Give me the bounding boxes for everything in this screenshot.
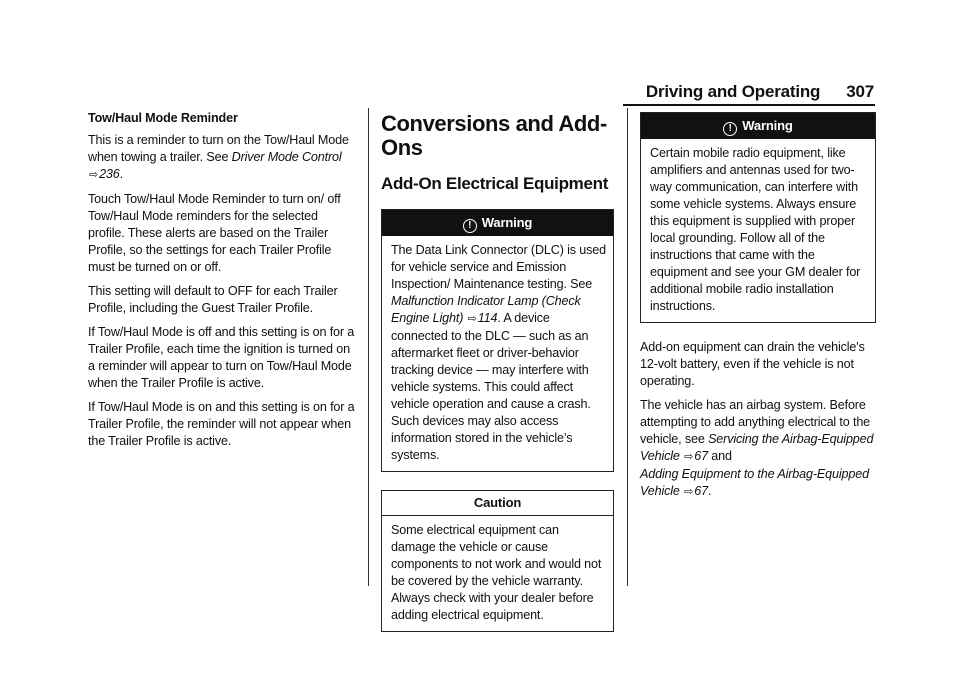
subhead-tow-haul-reminder: Tow/Haul Mode Reminder — [88, 111, 238, 125]
warning-body — [382, 236, 613, 471]
warning-header — [641, 113, 875, 139]
subsection-heading: Add-On Electrical Equipment — [381, 174, 609, 193]
page-ref-number[interactable]: 67 — [694, 484, 708, 498]
page-number: 307 — [846, 82, 874, 101]
paragraph — [88, 132, 356, 184]
caution-header: Caution — [382, 491, 613, 516]
section-heading: Conversions and Add-Ons — [381, 111, 607, 160]
page-ref-arrow-icon: ⇨ — [467, 313, 477, 325]
column-divider — [368, 108, 369, 586]
paragraph-text: and — [707, 449, 732, 463]
page-ref-number[interactable]: 236 — [99, 167, 120, 181]
punctuation: . — [119, 167, 123, 181]
cross-reference-link[interactable]: Driver Mode Control — [231, 150, 342, 164]
paragraph-text: This is a reminder to turn on the Tow/Haul Mode when towing a trailer. See — [88, 133, 349, 164]
warning-icon: ! — [723, 122, 737, 136]
warning-label: Warning — [481, 215, 533, 230]
punctuation: . — [707, 484, 712, 498]
cross-reference-link[interactable]: Servicing the Airbag-Equipped Vehicle — [640, 432, 874, 463]
page-ref-number[interactable]: 67 — [694, 449, 708, 463]
paragraph: This setting will default to OFF for each Trailer Profile, including the Guest Trailer Profile. — [88, 284, 338, 315]
warning-text: The Data Link Connector (DLC) is used for vehicle service and Emission Inspection/ Maintenance testing. See — [391, 243, 606, 291]
caution-body: Some electrical equipment can damage the vehicle or cause components to not work and would not be covered by the vehicle warranty. Always check with your dealer before adding electrical equipment. — [391, 523, 602, 622]
column-divider — [627, 108, 628, 586]
page-ref-arrow-icon: ⇨ — [89, 169, 99, 181]
page-header — [646, 82, 874, 102]
column-right — [640, 108, 876, 508]
caution-box — [381, 490, 614, 632]
warning-box — [640, 112, 876, 323]
cross-reference-link[interactable]: Malfunction Indicator Lamp (Check Engine Light) — [391, 294, 581, 325]
warning-text: . A device connected to the DLC — such as an aftermarket fleet or driver-behavior tracking device — may interfere with vehicle systems. This could affect vehicle operation and cause a crash. Such devices may also access information stored in the vehicle’s systems. — [391, 311, 591, 462]
column-middle — [381, 108, 614, 648]
warning-header — [382, 210, 613, 236]
warning-label: Warning — [742, 118, 793, 133]
paragraph: Touch Tow/Haul Mode Reminder to turn on/ off Tow/Haul Mode reminders for the selected profile. These alerts are based on the Trailer Profile, so the settings for each Trailer Profile must be turned on or off. — [88, 192, 341, 274]
warning-body: Certain mobile radio equipment, like amplifiers and antennas used for two-way communication, can interfere with some vehicle systems. Always ensure this equipment is supplied with proper local grounding. Follow all of the instructions that came with the equipment and see your GM dealer for additional mobile radio installation instructions. — [650, 146, 861, 313]
paragraph: If Tow/Haul Mode is off and this setting is on for a Trailer Profile, each time the ignition is turned on a reminder will appear to turn on Tow/Haul Mode when the Trailer Profile is active. — [88, 325, 355, 390]
section-title: Driving and Operating — [645, 82, 821, 101]
paragraph: Add-on equipment can drain the vehicle's 12-volt battery, even if the vehicle is not operating. — [640, 340, 865, 388]
warning-box — [381, 209, 614, 472]
cross-reference-link[interactable]: Adding Equipment to the Airbag-Equipped Vehicle — [640, 467, 869, 498]
paragraph-text: The vehicle has an airbag system. Before attempting to add anything electrical to the vehicle, see — [640, 398, 871, 446]
paragraph: If Tow/Haul Mode is on and this setting is on for a Trailer Profile, the reminder will not appear when the Trailer Profile is active. — [88, 400, 355, 448]
paragraph — [640, 397, 876, 501]
warning-icon: ! — [463, 219, 477, 233]
header-rule — [623, 104, 875, 106]
page-ref-arrow-icon: ⇨ — [684, 486, 694, 498]
page-ref-arrow-icon: ⇨ — [684, 451, 694, 463]
column-left — [88, 110, 356, 457]
page-ref-number[interactable]: 114 — [477, 311, 498, 325]
